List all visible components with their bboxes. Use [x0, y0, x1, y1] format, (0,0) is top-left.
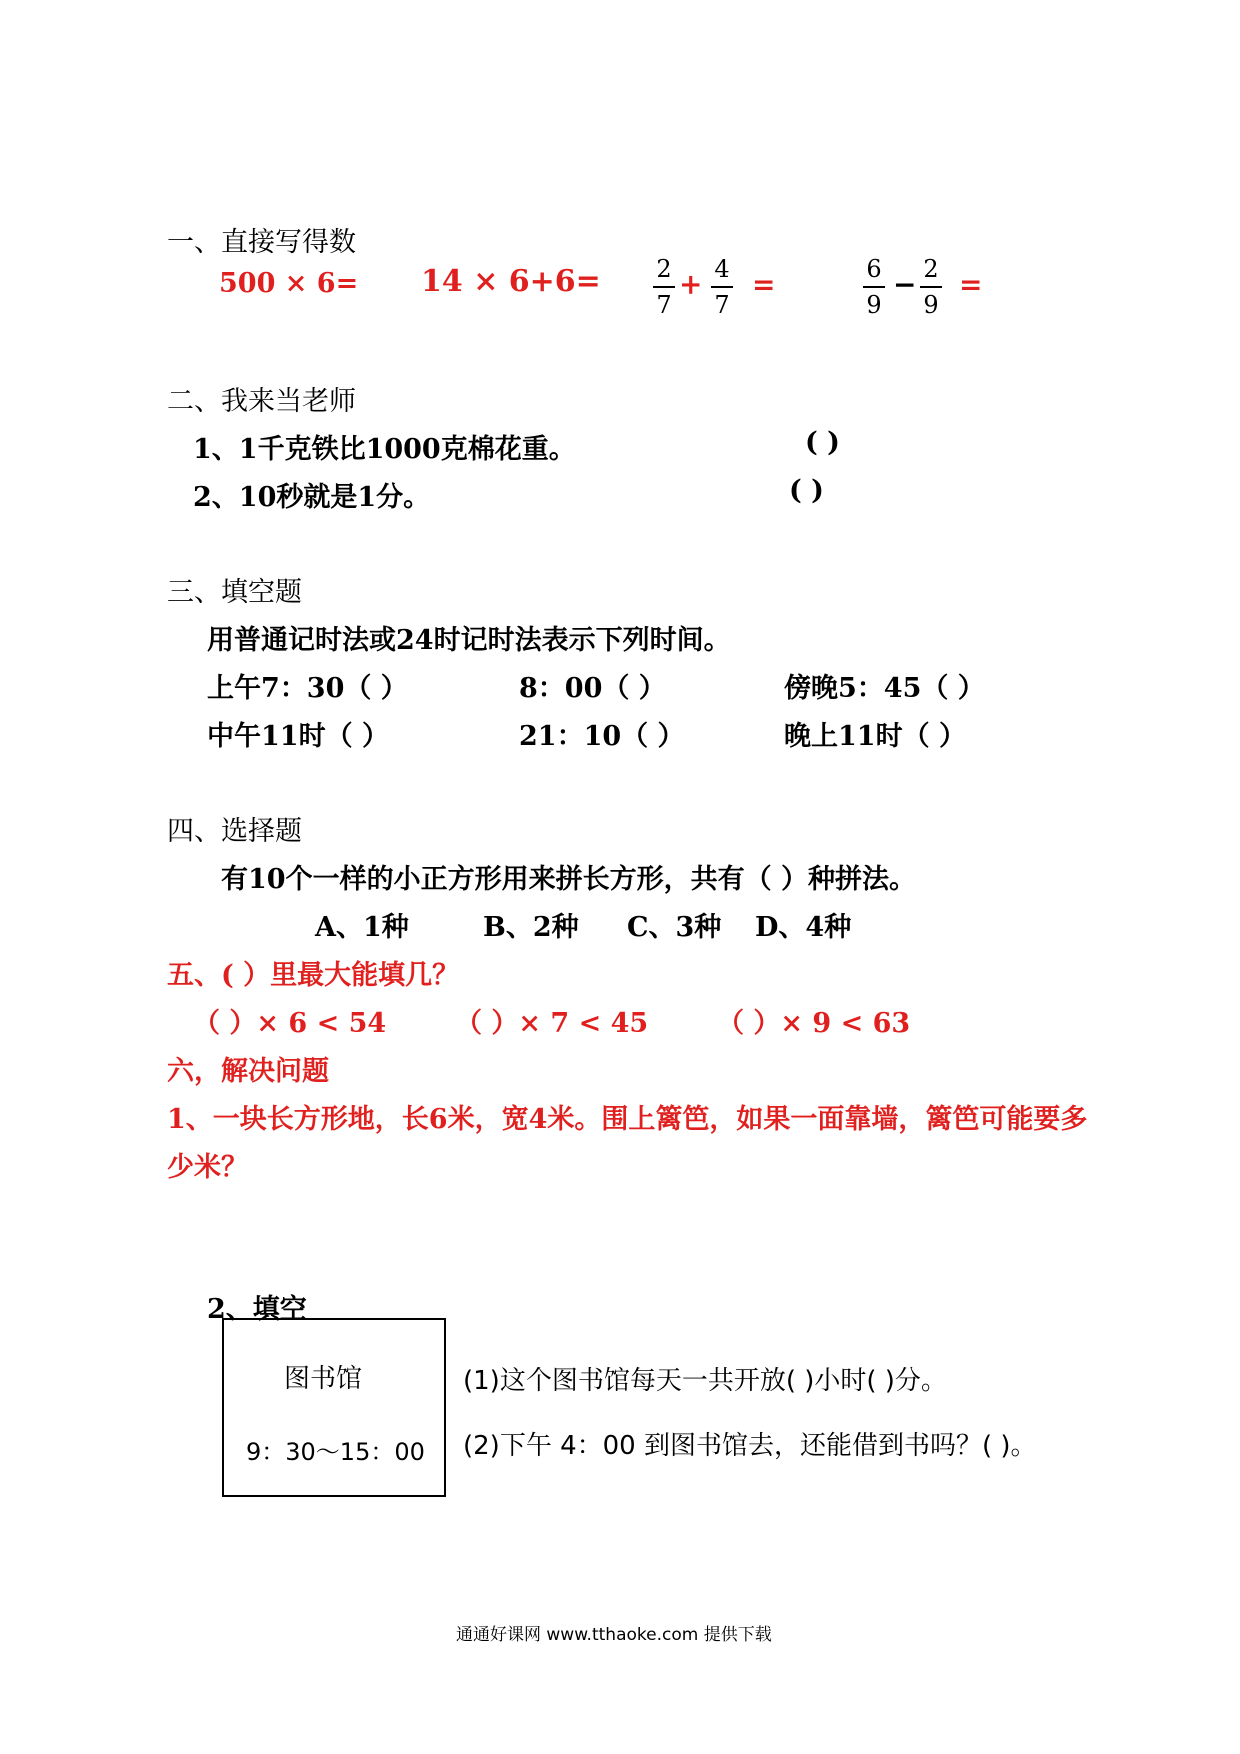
- problem-2-question-1: (1)这个图书馆每天一共开放( )小时( )分。: [463, 1366, 947, 1396]
- plus-sign: +: [679, 268, 703, 301]
- true-false-paren-1: ( ): [805, 427, 840, 458]
- library-title: 图书馆: [284, 1364, 363, 1394]
- equals-sign-1: =: [752, 268, 776, 301]
- equals-sign-2: =: [959, 268, 983, 301]
- option-d: D、4种: [755, 912, 852, 943]
- problem-2-title: 2、填空: [207, 1294, 307, 1325]
- library-hours: 9：30～15：00: [246, 1438, 425, 1466]
- problem-1-line-2: 少米？: [167, 1152, 248, 1183]
- time-row2-col3: 晚上11时（ ）: [784, 721, 966, 752]
- section-6-title: 六，解决问题: [167, 1056, 329, 1087]
- fraction-bar: [711, 286, 733, 288]
- fill-instruction: 用普通记时法或24时记时法表示下列时间。: [207, 625, 731, 656]
- problem-1-line-1: 1、一块长方形地，长6米，宽4米。围上篱笆，如果一面靠墙，篱笆可能要多: [167, 1104, 1088, 1135]
- fraction-2-7: [653, 257, 675, 317]
- time-row2-col1: 中午11时（ ）: [207, 721, 389, 752]
- true-false-item-1: 1、1千克铁比1000克棉花重。: [193, 434, 576, 465]
- option-b: B、2种: [483, 912, 579, 943]
- fraction-4-7: [711, 257, 733, 317]
- fraction-bar: [653, 286, 675, 288]
- fraction-denominator: 9: [866, 291, 882, 319]
- section-1-title: 一、直接写得数: [167, 227, 356, 258]
- calc-q1: 500 × 6=: [219, 268, 359, 299]
- fraction-2-9: [920, 257, 942, 317]
- fraction-numerator: 2: [656, 255, 672, 283]
- choice-question: 有10个一样的小正方形用来拼长方形，共有（ ）种拼法。: [221, 864, 916, 895]
- page-footer: 通通好课网 www.tthaoke.com 提供下载: [456, 1625, 772, 1645]
- fraction-numerator: 6: [866, 255, 882, 283]
- minus-sign: −: [893, 268, 917, 301]
- fraction-bar: [863, 286, 885, 288]
- fraction-bar: [920, 286, 942, 288]
- option-c: C、3种: [627, 912, 722, 943]
- time-row2-col2: 21：10（ ）: [519, 721, 685, 752]
- problem-2-question-2: (2)下午 4：00 到图书馆去，还能借到书吗？( )。: [463, 1431, 1037, 1461]
- time-row1-col2: 8：00（ ）: [519, 673, 666, 704]
- library-hours-box: [222, 1318, 446, 1497]
- fraction-6-9: [863, 257, 885, 317]
- section-4-title: 四、选择题: [167, 816, 302, 847]
- fraction-numerator: 2: [923, 255, 939, 283]
- inequality-1: （ ）× 6 < 54: [193, 1008, 387, 1039]
- time-row1-col3: 傍晚5：45（ ）: [784, 673, 985, 704]
- true-false-item-2: 2、10秒就是1分。: [193, 482, 431, 513]
- fraction-numerator: 4: [714, 255, 730, 283]
- inequality-2: （ ）× 7 < 45: [455, 1008, 649, 1039]
- fraction-denominator: 7: [656, 291, 672, 319]
- fraction-denominator: 7: [714, 291, 730, 319]
- section-5-title: 五、( ）里最大能填几？: [167, 960, 460, 991]
- section-2-title: 二、我来当老师: [167, 386, 356, 417]
- option-a: A、1种: [315, 912, 409, 943]
- true-false-paren-2: ( ): [789, 475, 824, 506]
- fraction-denominator: 9: [923, 291, 939, 319]
- inequality-3: （ ）× 9 < 63: [717, 1008, 911, 1039]
- section-3-title: 三、填空题: [167, 577, 302, 608]
- time-row1-col1: 上午7：30（ ）: [207, 673, 408, 704]
- calc-q2: 14 × 6+6=: [421, 264, 601, 299]
